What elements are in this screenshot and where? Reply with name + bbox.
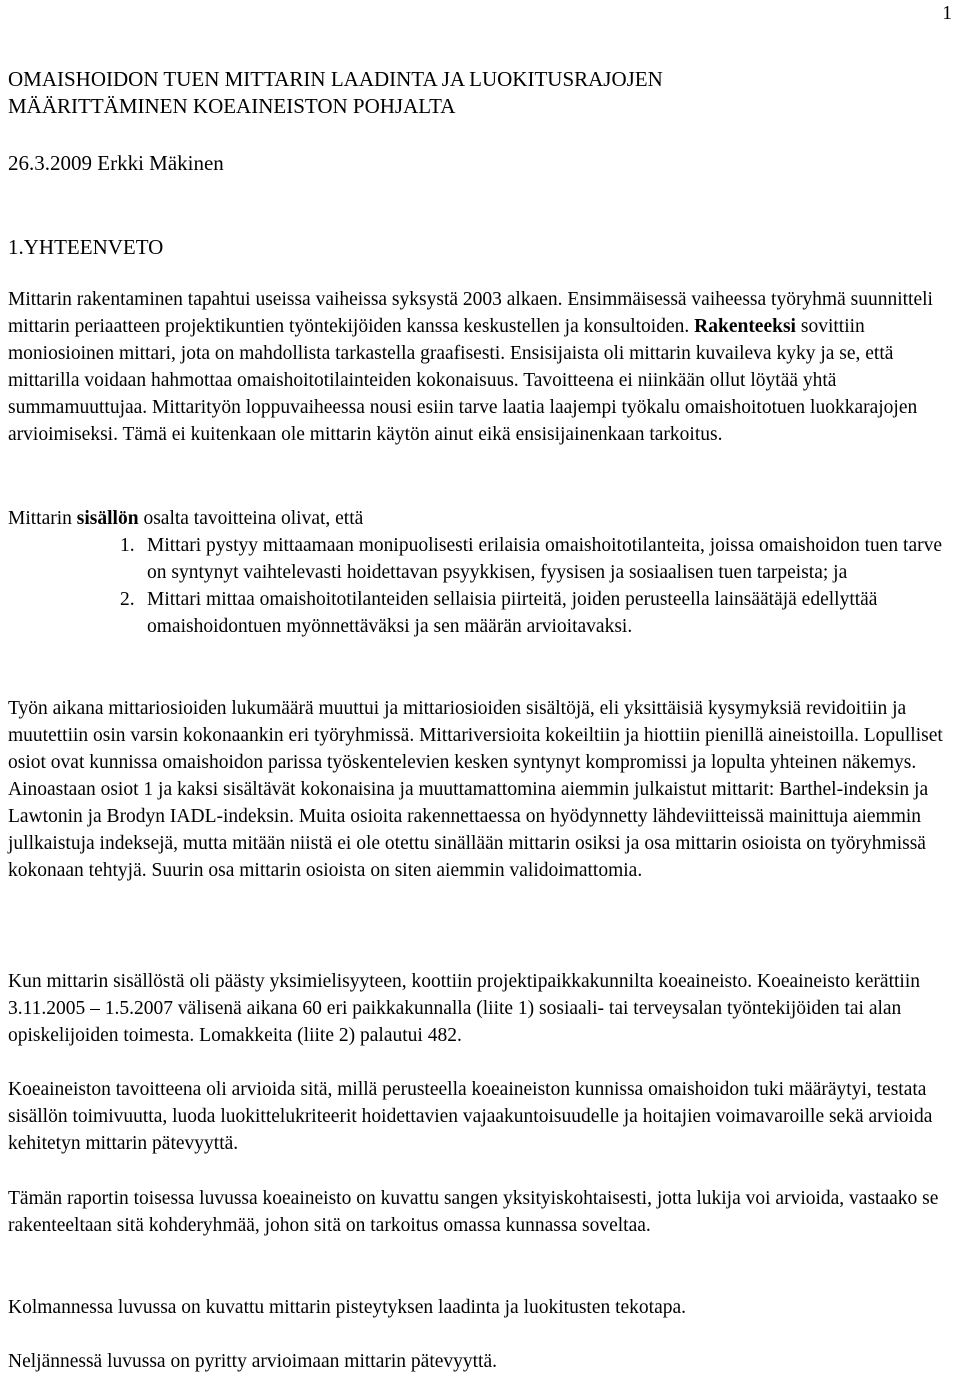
paragraph-data-collection: Kun mittarin sisällöstä oli päästy yksimielisyyteen, koottiin projektipaikkakunnilta koeaineisto. Koeaineisto kerättiin 3.11.2005 – 1.5.2007 välisenä aikana 60 eri paikkakunnalla (liite 1) sosiaali- tai terveysalan työntekijöiden tai alan opiskelijoiden toimesta. Lomakkeita (liite 2) palautui 482. [8,971,920,1046]
date-author: 26.3.2009 Erkki Mäkinen [8,151,224,175]
document-title [8,66,956,120]
paragraph-work-process: Työn aikana mittariosioiden lukumäärä muuttui ja mittariosioiden sisältöjä, eli yksittäisiä kysymyksiä revidoitiin ja muutettiin osin varsin kokonaankin eri työryhmissä. Mittariversioita kokeiltiin ja hiottiin pienillä aineistoilla. Lopulliset osiot ovat kunnissa omaishoidon parissa työskentelevien kesken syntynyt kompromissi ja lopulta yhteinen näkemys. Ainoastaan osiot 1 ja kaksi sisältävät kokonaisina ja muuttamattomina aiemmin julkaistut mittarit: Barthel-indeksin ja Lawtonin ja Brodyn IADL-indeksin. Muita osioita rakennettaessa on hyödynnetty lähdeviitteissä mainittuja aiemmin jullkaistuja indeksejä, mutta mitään niistä ei ole otettu sinällään mittarin osiksi ja osa mittarin osioista on työryhmissä kokonaan tehtyjä. Suurin osa mittarin osioista on siten aiemmin validoimattomia. [8,698,943,881]
goals-list [8,532,958,640]
paragraph-content-goals-text-1: Mittarin [8,508,77,529]
paragraph-content-goals [8,505,956,532]
paragraph-content-goals-bold: sisällön [76,508,139,529]
paragraph-content-goals-text-2: osalta tavoitteina olivat, että [138,508,364,529]
title-line-1: OMAISHOIDON TUEN MITTARIN LAADINTA JA LUOKITUSRAJOJEN [8,67,663,91]
paragraph-chapter-4: Neljännessä luvussa on pyritty arvioimaan mittarin pätevyyttä. [8,1351,498,1372]
title-line-2: MÄÄRITTÄMINEN KOEAINEISTON POHJALTA [8,94,456,118]
paragraph-summary [8,286,956,448]
list-item-number: 1. [120,535,135,556]
list-item [8,532,958,586]
page-number: 1 [942,3,952,24]
paragraph-summary-bold: Rakenteeksi [694,316,796,337]
paragraph-chapter-3: Kolmannessa luvussa on kuvattu mittarin pisteytyksen laadinta ja luokitusten tekotapa. [8,1297,687,1318]
section-heading: 1.YHTEENVETO [8,235,164,259]
list-item-number: 2. [120,589,135,610]
paragraph-summary-text-2: sovittiin moniosioinen mittari, jota on mahdollista tarkastella graafisesti. Ensisijaista oli mittarin kuvaileva kyky ja se, että mittarilla voidaan hahmottaa omaishoitotilainteiden kokonaisuus. Tavoitteena ei niinkään ollut löytää yhtä summamuuttujaa. Mittarityön loppuvaiheessa nousi esiin tarve laatia laajempi työkalu omaishoitotuen luokkarajojen arvioimiseksi. Tämä ei kuitenkaan ole mittarin käytön ainut eikä ensisijainenkaan tarkoitus. [8,316,918,445]
paragraph-summary-text-1: Mittarin rakentaminen tapahtui useissa vaiheissa syksystä 2003 alkaen. Ensimmäisessä vaiheessa työryhmä suunnitteli mittarin periaatteen projektikuntien työntekijöiden kanssa keskustellen ja konsultoiden. [8,289,933,337]
list-item [8,586,958,640]
paragraph-objectives: Koeaineiston tavoitteena oli arvioida sitä, millä perusteella koeaineiston kunnissa omaishoidon tuki määräytyi, testata sisällön toimivuutta, luoda luokittelukriteerit hoidettavien vajaakuntoisuudelle ja hoitajien voimavaroille sekä arvioida kehitetyn mittarin pätevyyttä. [8,1079,933,1154]
list-item-text: Mittari mittaa omaishoitotilanteiden sellaisia piirteitä, joiden perusteella lainsäätäjä edellyttää omaishoidontuen myönnettäväksi ja sen määrän arvioitavaksi. [147,589,878,637]
list-item-text: Mittari pystyy mittaamaan monipuolisesti erilaisia omaishoitotilanteita, joissa omaishoidon tuen tarve on syntynyt vaihtelevasti hoidettavan psyykkisen, fyysisen ja sosiaalisen tuen tarpeista; ja [147,535,943,583]
paragraph-chapter-2: Tämän raportin toisessa luvussa koeaineisto on kuvattu sangen yksityiskohtaisesti, jotta lukija voi arvioida, vastaako se rakenteeltaan sitä kohderyhmää, johon sitä on tarkoitus omassa kunnassa soveltaa. [8,1188,939,1236]
